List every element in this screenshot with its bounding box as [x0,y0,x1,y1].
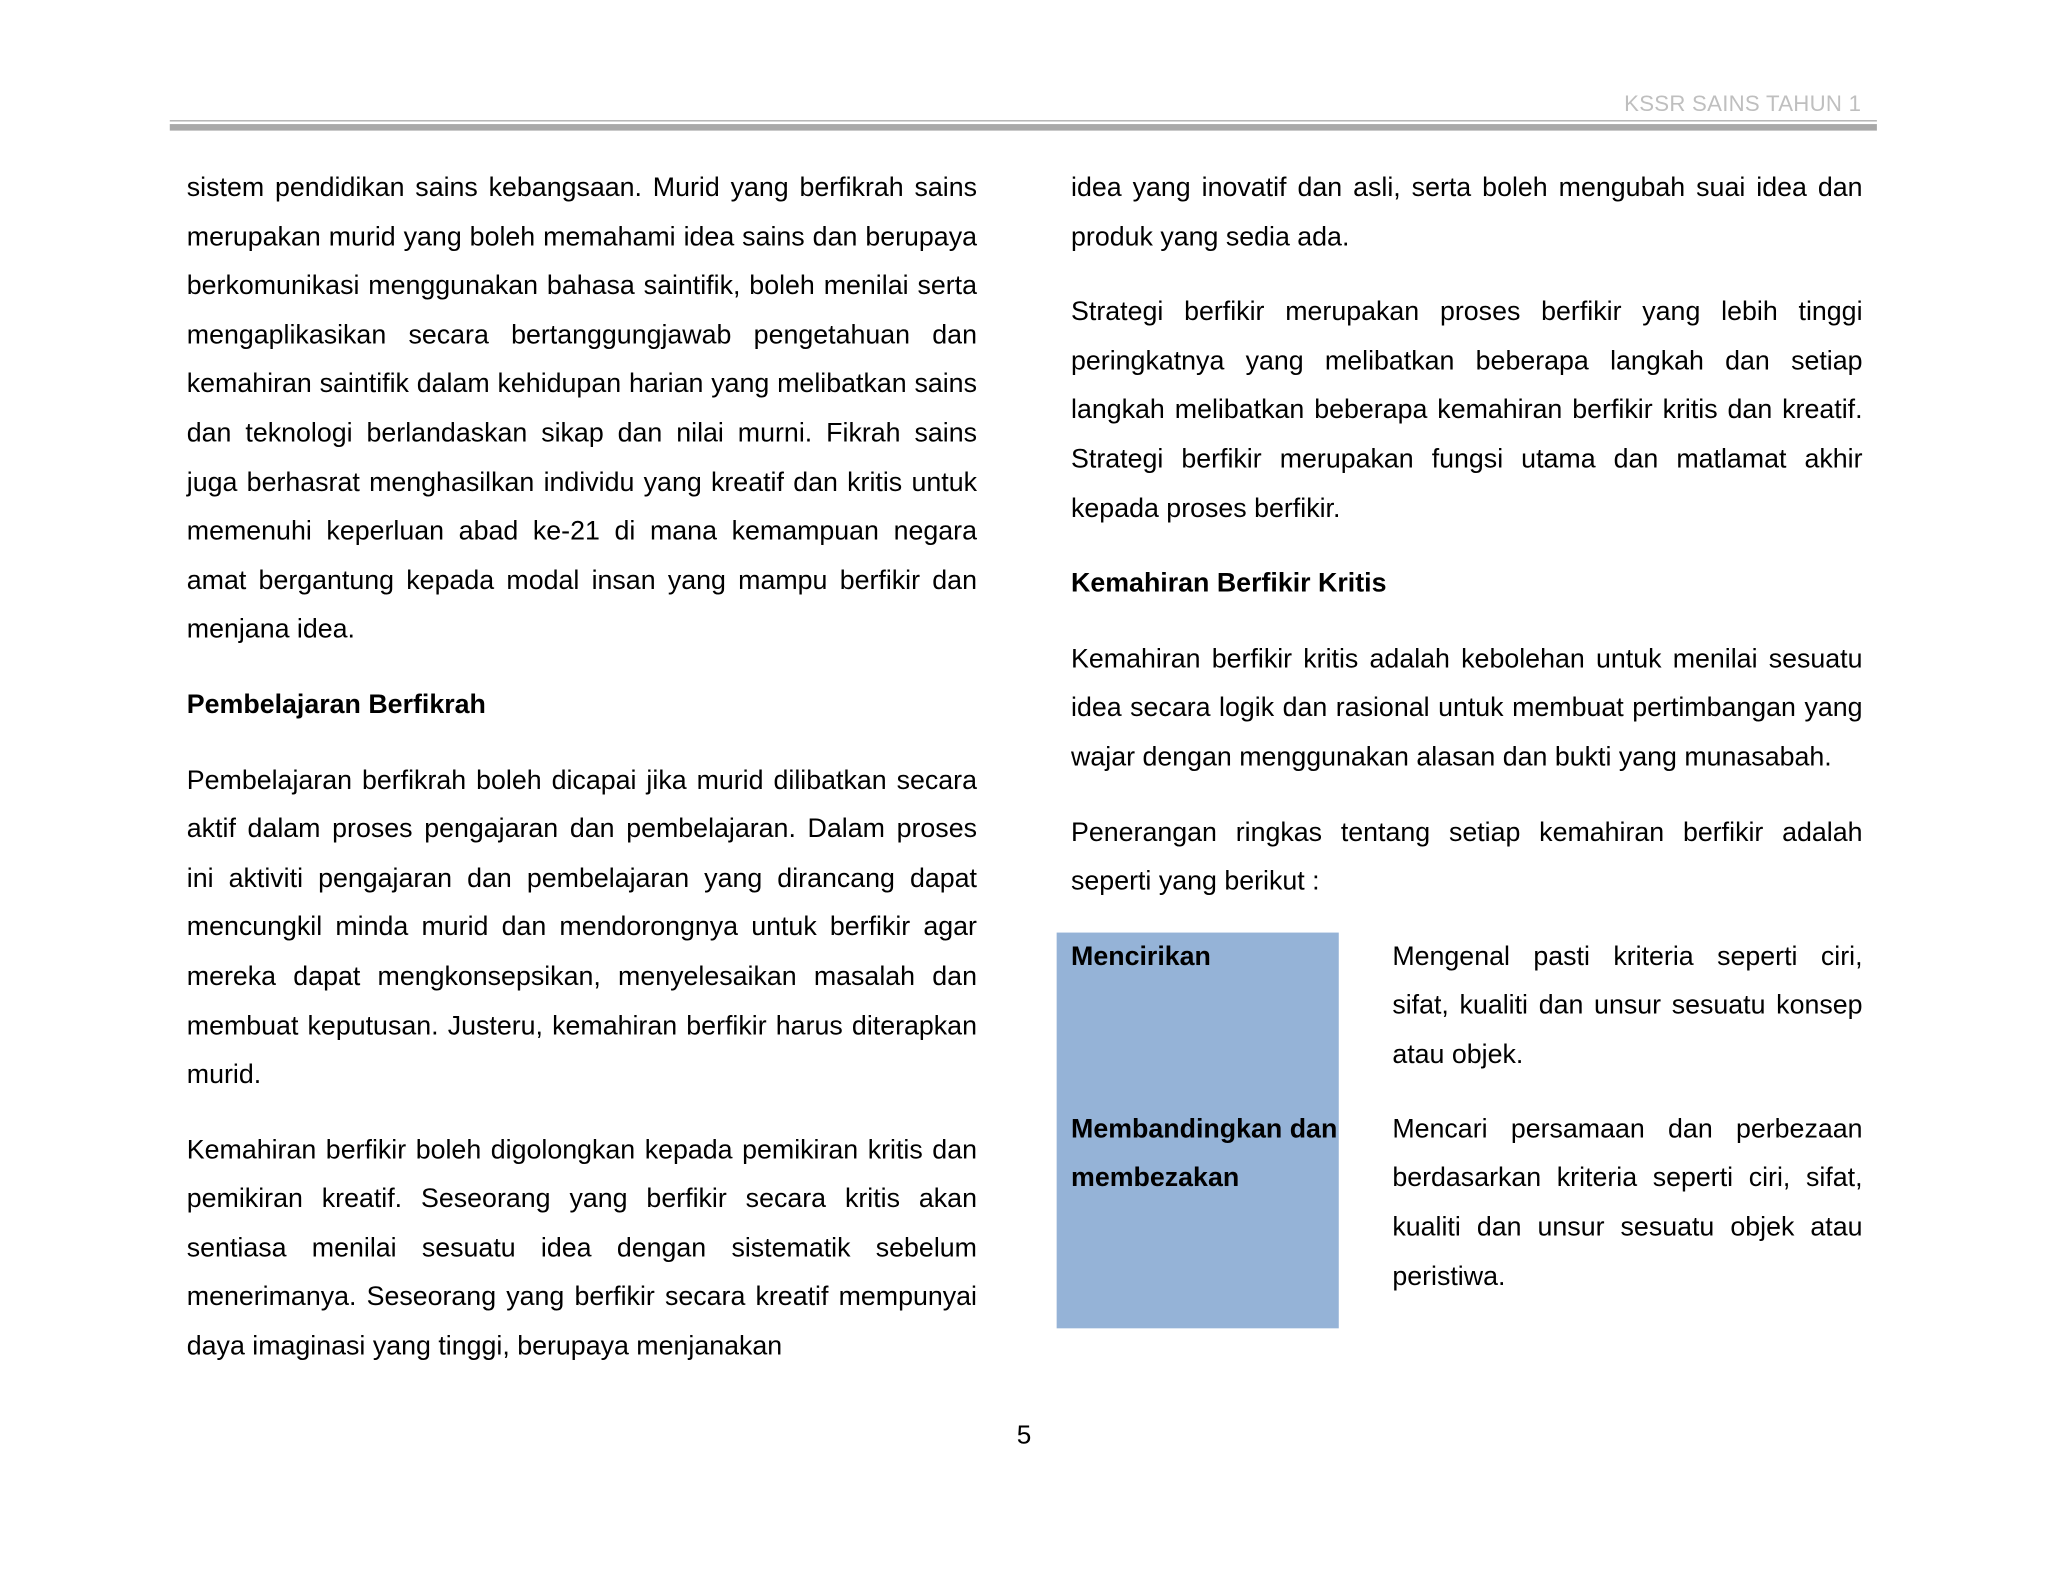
header-rule-thick [170,124,1877,131]
body-paragraph: Kemahiran berfikir boleh digolongkan kepada pemikiran kritis dan pemikiran kreatif. Seseorang yang berfikir secara kritis akan sentiasa menilai sesuatu idea dengan sistematik sebelum menerimanya. Seseorang yang berfikir secara kreatif mempunyai daya imaginasi yang tinggi, berupaya menjanakan [186,1134,977,1362]
body-paragraph: Penerangan ringkas tentang setiap kemahiran berfikir adalah seperti yang berikut : [1071,817,1863,897]
header-rule-thin [170,120,1877,121]
section-heading: Pembelajaran Berfikrah [186,689,486,720]
left-column [187,163,977,1397]
section-heading: Kemahiran Berfikir Kritis [1071,568,1387,599]
body-paragraph: sistem pendidikan sains kebangsaan. Murid yang berfikrah sains merupakan murid yang boleh memahami idea sains dan berupaya berkomunikasi menggunakan bahasa saintifik, boleh menilai serta mengaplikasikan secara bertanggungjawab pengetahuan dan kemahiran saintifik dalam kehidupan harian yang melibatkan sains dan teknologi berlandaskan sikap dan nilai murni. Fikrah sains juga berhasrat menghasilkan individu yang kreatif dan kritis untuk memenuhi keperluan abad ke-21 di mana kemampuan negara amat bergantung kepada modal insan yang mampu berfikir dan menjana idea. [186,172,977,645]
body-paragraph: idea yang inovatif dan asli, serta boleh mengubah suai idea dan produk yang sedia ada. [1071,172,1863,252]
term-definition: Mencari persamaan dan perbezaan berdasarkan kriteria seperti ciri, sifat, kualiti dan unsur sesuatu objek atau peristiwa. [1392,1113,1863,1292]
term-label: Mencirikan [1071,941,1211,972]
term-label: Membandingkan dan membezakan [1071,1113,1338,1193]
body-paragraph: Kemahiran berfikir kritis adalah kebolehan untuk menilai sesuatu idea secara logik dan rasional untuk membuat pertimbangan yang wajar dengan menggunakan alasan dan bukti yang munasabah. [1071,643,1863,772]
page-number: 5 [1016,1421,1032,1450]
body-paragraph: Strategi berfikir merupakan proses berfikir yang lebih tinggi peringkatnya yang melibatkan beberapa langkah dan setiap langkah melibatkan beberapa kemahiran berfikir kritis dan kreatif. Strategi berfikir merupakan fungsi utama dan matlamat akhir kepada proses berfikir. [1071,296,1863,524]
body-paragraph: Pembelajaran berfikrah boleh dicapai jika murid dilibatkan secara aktif dalam proses pengajaran dan pembelajaran. Dalam proses ini aktiviti pengajaran dan pembelajaran yang dirancang dapat mencungkil minda murid dan mendorongnya untuk berfikir agar mereka dapat mengkonsepsikan, menyelesaikan masalah dan membuat keputusan. Justeru, kemahiran berfikir harus diterapkan murid. [186,764,977,1090]
running-header: KSSR SAINS TAHUN 1 [1624,91,1862,117]
term-definition: Mengenal pasti kriteria seperti ciri, sifat, kualiti dan unsur sesuatu konsep atau objek. [1392,941,1863,1070]
skills-table [1071,932,1863,1328]
right-column [1071,163,1863,1328]
